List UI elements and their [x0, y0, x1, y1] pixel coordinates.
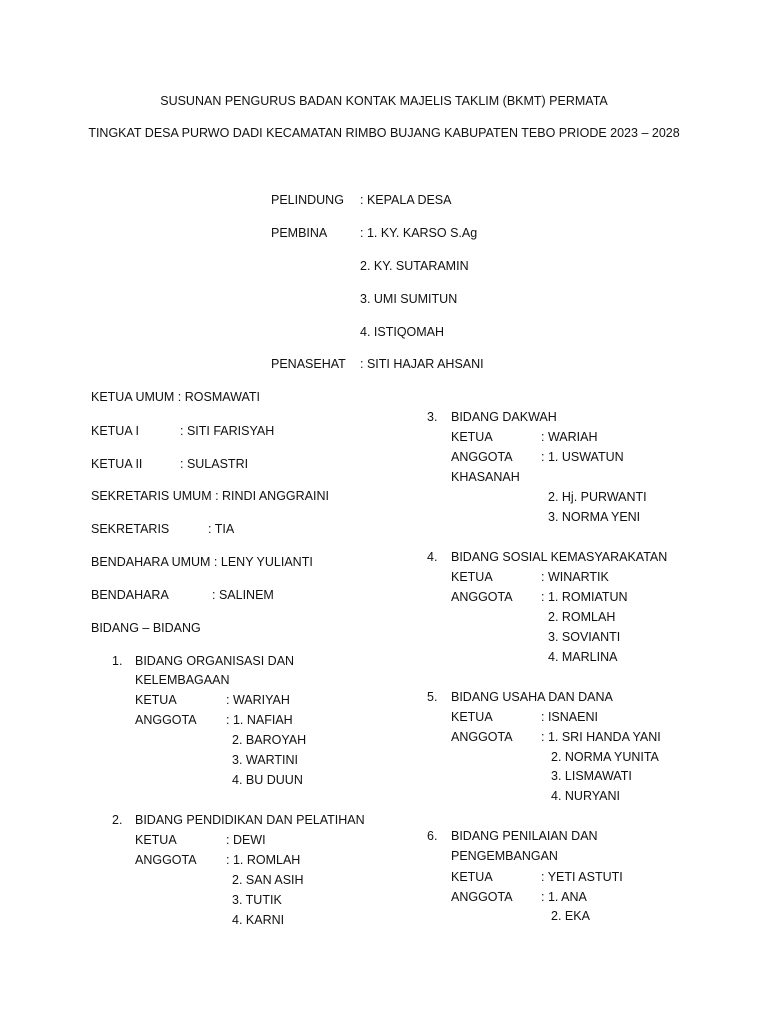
ketua-label: KETUA — [451, 430, 493, 444]
bidang-title: BIDANG PENILAIAN DAN — [451, 829, 598, 843]
anggota-label: ANGGOTA — [451, 730, 513, 744]
pembina-value: 2. KY. SUTARAMIN — [360, 259, 469, 273]
ketua-label: KETUA — [135, 693, 177, 707]
member: 2. Hj. PURWANTI — [548, 490, 647, 504]
bidang-title: PENGEMBANGAN — [451, 849, 558, 863]
ketua-label: KETUA — [451, 710, 493, 724]
anggota-label: ANGGOTA — [451, 590, 513, 604]
pembina-value: 3. UMI SUMITUN — [360, 292, 458, 306]
bidang-title: BIDANG USAHA DAN DANA — [451, 690, 613, 704]
member: 2. ROMLAH — [548, 610, 616, 624]
ketua-label: KETUA — [451, 870, 493, 884]
bidang-number: 1. — [112, 654, 123, 668]
bidang-title: BIDANG PENDIDIKAN DAN PELATIHAN — [135, 813, 365, 827]
member: 2. BAROYAH — [232, 733, 307, 747]
bidang-number: 5. — [427, 690, 438, 704]
anggota-label: ANGGOTA — [451, 450, 513, 464]
anggota-label: ANGGOTA — [135, 853, 197, 867]
sekretaris-label: SEKRETARIS — [91, 522, 170, 536]
bidang-title: BIDANG ORGANISASI DAN — [135, 654, 295, 668]
document-title: SUSUNAN PENGURUS BADAN KONTAK MAJELIS TAKLIM (BKMT) PERMATA — [160, 94, 608, 108]
bidang-heading: BIDANG – BIDANG — [91, 621, 201, 635]
anggota-label: ANGGOTA — [451, 890, 513, 904]
member: 4. MARLINA — [548, 650, 618, 664]
bendahara-value: : SALINEM — [212, 588, 274, 602]
member: 4. NURYANI — [551, 789, 621, 803]
ketua-value: : WARIAH — [541, 430, 598, 444]
ketua-label: KETUA — [135, 833, 177, 847]
ketua-value: : WARIYAH — [226, 693, 290, 707]
member: : 1. ROMLAH — [226, 853, 301, 867]
bidang-title: BIDANG SOSIAL KEMASYARAKATAN — [451, 550, 668, 564]
member: 3. LISMAWATI — [551, 769, 632, 783]
pembina-value: 4. ISTIQOMAH — [360, 325, 445, 339]
ketua-value: : ISNAENI — [541, 710, 598, 724]
ketua-umum: KETUA UMUM : ROSMAWATI — [91, 390, 260, 404]
member: : 1. ROMIATUN — [541, 590, 628, 604]
bidang-title: BIDANG DAKWAH — [451, 410, 557, 424]
member: KHASANAH — [451, 470, 520, 484]
penasehat-label: PENASEHAT — [271, 357, 346, 371]
ketua2-label: KETUA II — [91, 457, 143, 471]
sekretaris-value: : TIA — [208, 522, 235, 536]
ketua-label: KETUA — [451, 570, 493, 584]
member: : 1. NAFIAH — [226, 713, 293, 727]
sekretaris-umum: SEKRETARIS UMUM : RINDI ANGGRAINI — [91, 489, 329, 503]
ketua-value: : DEWI — [226, 833, 266, 847]
member: : 1. USWATUN — [541, 450, 624, 464]
pembina-value: : 1. KY. KARSO S.Ag — [360, 226, 478, 240]
member: 3. NORMA YENI — [548, 510, 641, 524]
bidang-number: 2. — [112, 813, 123, 827]
member: 3. WARTINI — [232, 753, 298, 767]
ketua1-label: KETUA I — [91, 424, 139, 438]
bidang-number: 3. — [427, 410, 438, 424]
bidang-title: KELEMBAGAAN — [135, 673, 230, 687]
member: 4. BU DUUN — [232, 773, 303, 787]
penasehat-value: : SITI HAJAR AHSANI — [360, 357, 484, 371]
ketua2-value: : SULASTRI — [180, 457, 249, 471]
bidang-number: 4. — [427, 550, 438, 564]
member: : 1. SRI HANDA YANI — [541, 730, 661, 744]
member: 3. SOVIANTI — [548, 630, 621, 644]
member: 2. SAN ASIH — [232, 873, 304, 887]
ketua-value: : WINARTIK — [541, 570, 609, 584]
member: 2. EKA — [551, 909, 590, 923]
member: 2. NORMA YUNITA — [551, 750, 659, 764]
pelindung-label: PELINDUNG — [271, 193, 344, 207]
member: : 1. ANA — [541, 890, 587, 904]
anggota-label: ANGGOTA — [135, 713, 197, 727]
bendahara-umum: BENDAHARA UMUM : LENY YULIANTI — [91, 555, 313, 569]
pembina-label: PEMBINA — [271, 226, 328, 240]
member: 3. TUTIK — [232, 893, 282, 907]
ketua1-value: : SITI FARISYAH — [180, 424, 275, 438]
member: 4. KARNI — [232, 913, 285, 927]
bidang-number: 6. — [427, 829, 438, 843]
pelindung-value: : KEPALA DESA — [360, 193, 452, 207]
ketua-value: : YETI ASTUTI — [541, 870, 623, 884]
bendahara-label: BENDAHARA — [91, 588, 169, 602]
document-subtitle: TINGKAT DESA PURWO DADI KECAMATAN RIMBO BUJANG KABUPATEN TEBO PRIODE 2023 – 2028 — [88, 126, 680, 140]
